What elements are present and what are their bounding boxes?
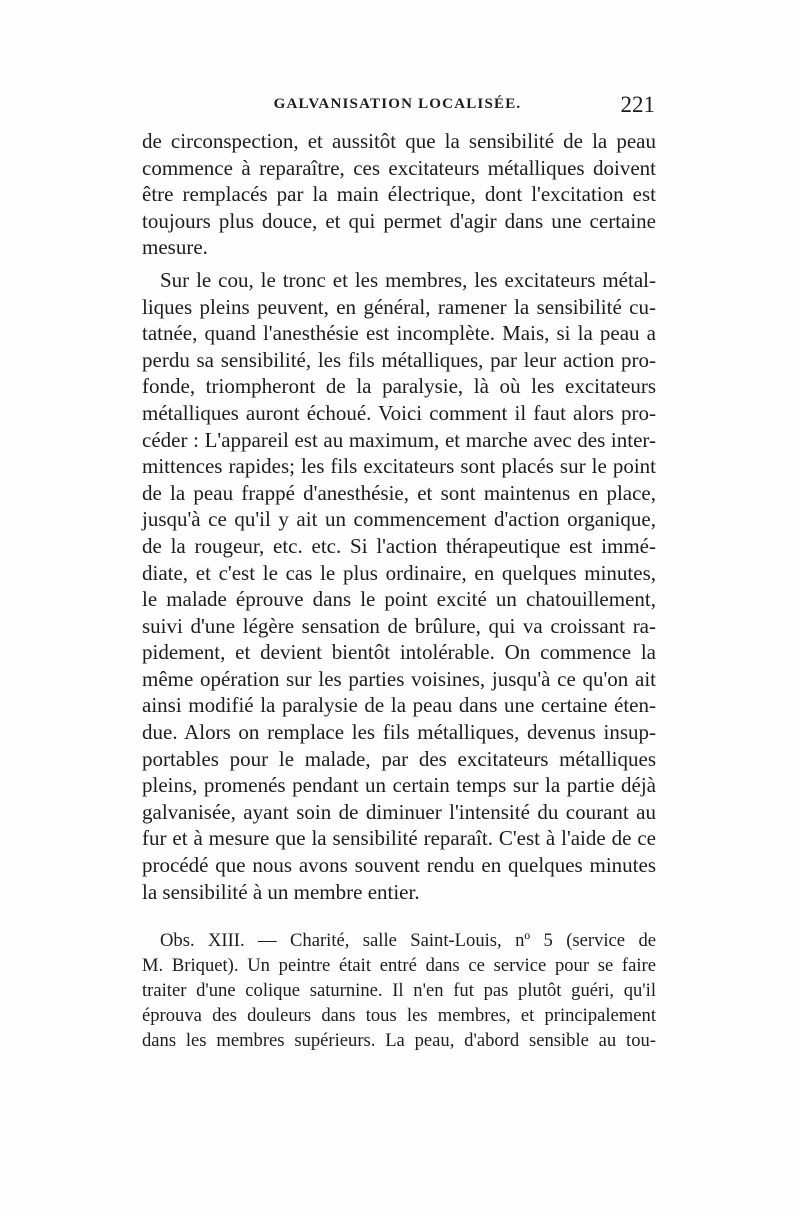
body-text [142, 128, 656, 905]
page-number: 221 [620, 92, 655, 117]
text-line: ainsi modifié la paralysie de la peau dans une certaine éten- [142, 693, 656, 718]
text-line: pidement, et devient bientôt intolérable. On commence la [142, 640, 656, 665]
text-line: suivi d'une légère sensation de brûlure, qui va croissant ra- [142, 613, 656, 638]
text-line: céder : L'appareil est au maximum, et marche avec des inter- [142, 427, 656, 452]
text-line: de la rougeur, etc. etc. Si l'action thérapeutique est immé- [142, 533, 656, 558]
text-line: Sur le cou, le tronc et les membres, les excitateurs métal- [160, 267, 656, 292]
page-header [140, 92, 655, 122]
text-line: due. Alors on remplace les fils métalliques, devenus insup- [142, 720, 656, 745]
observation-xiii [142, 928, 656, 1053]
text-line: commence à reparaître, ces excitateurs métalliques doivent [142, 155, 656, 180]
text-line: jusqu'à ce qu'il y ait un commencement d'action organique, [142, 507, 656, 532]
text-line: la sensibilité à un membre entier. [142, 879, 420, 904]
observation-line: éprouva des douleurs dans tous les membres, et principalement [142, 1005, 656, 1026]
text-line: portables pour le malade, par des excitateurs métalliques [142, 746, 656, 771]
observation-line: Obs. XIII. — Charité, salle Saint-Louis, nº 5 (service de [160, 930, 656, 951]
text-line: liques pleins peuvent, en général, ramener la sensibilité cu- [142, 294, 656, 319]
text-line: pleins, promenés pendant un certain temps sur la partie déjà [142, 773, 656, 798]
text-line: de la peau frappé d'anesthésie, et sont maintenus en place, [142, 480, 656, 505]
text-line: métalliques auront échoué. Voici comment il faut alors pro- [142, 400, 656, 425]
text-line: procédé que nous avons souvent rendu en quelques minutes [142, 853, 656, 878]
text-line: fonde, triompheront de la paralysie, là où les excitateurs [142, 374, 656, 399]
text-line: tatnée, quand l'anesthésie est incomplète. Mais, si la peau a [142, 321, 656, 346]
paragraph-2 [142, 267, 656, 905]
running-title: GALVANISATION LOCALISÉE. [273, 96, 522, 112]
paragraph-1 [142, 128, 656, 261]
observation-line: traiter d'une colique saturnine. Il n'en fut pas plutôt guéri, qu'il [142, 980, 656, 1001]
text-line: diate, et c'est le cas le plus ordinaire, en quelques minutes, [142, 560, 656, 585]
observation-line: M. Briquet). Un peintre était entré dans ce service pour se faire [142, 955, 656, 976]
text-line: mittences rapides; les fils excitateurs sont placés sur le point [142, 454, 656, 479]
text-line: galvanisée, ayant soin de diminuer l'intensité du courant au [142, 799, 656, 824]
text-line: de circonspection, et aussitôt que la sensibilité de la peau [142, 129, 656, 153]
text-line: être remplacés par la main électrique, dont l'excitation est [142, 182, 656, 207]
text-line: perdu sa sensibilité, les fils métalliques, par leur action pro- [142, 347, 656, 372]
observation-line: dans les membres supérieurs. La peau, d'abord sensible au tou- [142, 1030, 656, 1051]
text-line: même opération sur les parties voisines, jusqu'à ce qu'on ait [142, 666, 656, 691]
text-line: fur et à mesure que la sensibilité reparaît. C'est à l'aide de ce [142, 826, 656, 851]
text-line: toujours plus douce, et qui permet d'agir dans une certaine [142, 208, 656, 233]
text-line: le malade éprouve dans le point excité un chatouillement, [142, 587, 656, 612]
text-line: mesure. [142, 235, 208, 260]
